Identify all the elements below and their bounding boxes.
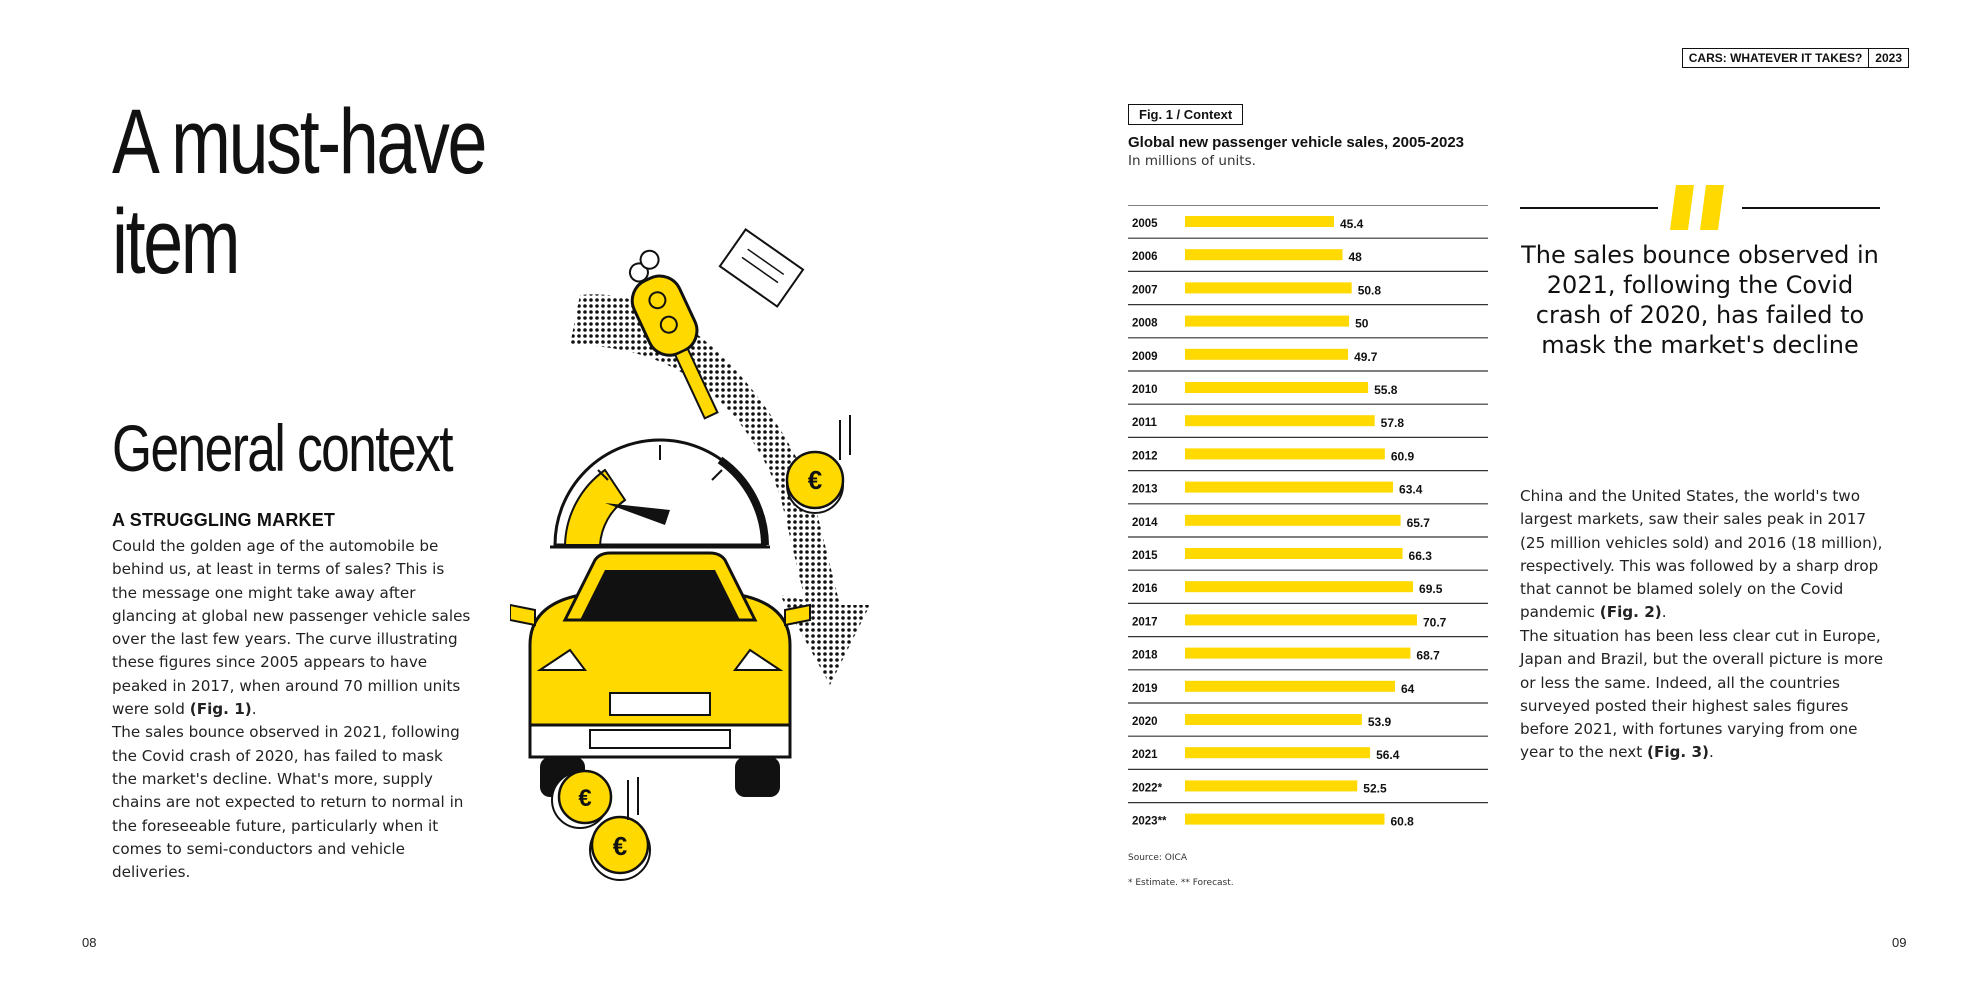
category-label: 2018	[1132, 649, 1158, 662]
section-title: General context	[112, 411, 453, 485]
page-number-right: 09	[1892, 935, 1907, 950]
fig3-ref: (Fig. 3)	[1647, 743, 1709, 762]
bar-value-label: 65.7	[1406, 515, 1430, 530]
right-para-1	[1520, 485, 1885, 625]
bar-value-label: 55.8	[1374, 383, 1398, 397]
series-year: 2023	[1868, 49, 1908, 67]
bar	[1185, 448, 1385, 459]
bar-value-label: 50.8	[1357, 283, 1382, 298]
bar	[1185, 415, 1375, 426]
bar	[1185, 216, 1334, 227]
svg-text:€: €	[807, 465, 823, 495]
chart-source: Source: OICA	[1128, 853, 1187, 863]
bar	[1185, 349, 1348, 360]
svg-text:€: €	[612, 831, 628, 861]
page-number-left: 08	[82, 935, 97, 950]
bar	[1185, 648, 1410, 659]
series-title: CARS: WHATEVER IT TAKES?	[1688, 51, 1863, 65]
bar	[1185, 316, 1349, 327]
bar	[1185, 548, 1403, 559]
left-para-2: The sales bounce observed in 2021, following the Covid crash of 2020, has failed to mask the market's decline. What's more, supply chains are not expected to return to normal in the foreseeable future, particularly when it comes to semi-conductors and vehicle deliveries.	[112, 723, 464, 882]
bar	[1185, 515, 1401, 526]
speedometer-icon	[550, 440, 770, 547]
euro-coin-icon	[787, 415, 850, 513]
quote-mark-icon	[1670, 185, 1730, 235]
left-body	[112, 535, 472, 884]
euro-coin-icon	[552, 771, 611, 828]
pull-quote: The sales bounce observed in 2021, following the Covid crash of 2020, has failed to mask the market's decline	[1521, 241, 1879, 359]
right-para-2-text: The situation has been less clear cut in Europe, Japan and Brazil, but the overall picture is more or less the same. Indeed, all the countries surveyed posted their highest sales figures before 2021, with fortunes varying from one year to the next	[1520, 627, 1884, 762]
category-label: 2017	[1132, 616, 1158, 629]
category-label: 2021	[1132, 749, 1158, 762]
category-label: 2016	[1132, 583, 1158, 596]
category-label: 2009	[1132, 350, 1158, 363]
category-label: 2010	[1132, 384, 1158, 396]
bar-value-label: 52.5	[1363, 781, 1387, 796]
bar-value-label: 63.4	[1399, 482, 1423, 497]
category-label: 2020	[1132, 716, 1158, 728]
header-box	[1682, 48, 1909, 68]
category-label: 2012	[1132, 450, 1158, 463]
bar	[1185, 814, 1385, 825]
category-label: 2006	[1132, 251, 1158, 264]
quote-rule-right	[1742, 207, 1880, 209]
subhead: A STRUGGLING MARKET	[112, 510, 336, 530]
bar-value-label: 64	[1401, 681, 1415, 696]
right-para-2	[1520, 625, 1885, 765]
figure-label: Fig. 1 / Context	[1128, 104, 1243, 125]
bar	[1185, 614, 1417, 625]
category-label: 2007	[1132, 284, 1158, 297]
fig1-ref: (Fig. 1)	[189, 700, 252, 719]
bar	[1185, 747, 1370, 758]
page-title	[112, 92, 485, 292]
quote-rule-left	[1520, 207, 1658, 209]
chart-title: Global new passenger vehicle sales, 2005-2023	[1128, 134, 1465, 151]
bar-value-label: 56.4	[1376, 748, 1400, 763]
bar-value-label: 70.7	[1422, 615, 1447, 630]
right-para-2-end: .	[1708, 743, 1714, 762]
bar-value-label: 60.8	[1390, 814, 1414, 829]
bar	[1185, 249, 1343, 260]
left-para-1-text: Could the golden age of the automobile be behind us, at least in terms of sales? This is the message one might take away after glancing at global new passenger vehicle sales over the last few years. The curve illustrating these figures since 2005 appears to have peaked in 2017, when around 70 million units were sold	[112, 537, 471, 719]
category-label: 2008	[1132, 317, 1158, 330]
left-para-1	[112, 535, 472, 721]
svg-text:€: €	[578, 785, 592, 812]
chart-footnote: * Estimate. ** Forecast.	[1128, 878, 1234, 888]
fig2-ref: (Fig. 2)	[1599, 603, 1662, 622]
bar-value-label: 50	[1355, 316, 1369, 331]
category-label: 2014	[1132, 516, 1158, 529]
chart-subtitle: In millions of units.	[1128, 153, 1256, 169]
bar-chart	[1128, 205, 1490, 835]
right-para-1-text: China and the United States, the world's two largest markets, saw their sales peak in 2017 (25 million vehicles sold) and 2016 (18 million), respectively. This was followed by a sharp drop that cannot be blamed solely on the Covid pandemic	[1520, 487, 1883, 622]
bar-value-label: 66.3	[1408, 549, 1432, 563]
bar	[1185, 382, 1368, 393]
bar	[1185, 581, 1413, 592]
bar-value-label: 53.9	[1367, 715, 1392, 729]
category-label: 2022*	[1132, 782, 1163, 795]
car-icon	[510, 553, 810, 797]
bar	[1185, 714, 1362, 725]
category-label: 2019	[1132, 682, 1158, 695]
key-tag-icon	[720, 229, 803, 306]
bar-value-label: 49.7	[1354, 349, 1378, 364]
bar-value-label: 45.4	[1339, 217, 1364, 231]
bar-value-label: 69.5	[1419, 582, 1443, 597]
category-label: 2011	[1132, 417, 1157, 430]
category-label: 2023**	[1132, 815, 1167, 828]
bar-value-label: 68.7	[1416, 648, 1440, 663]
bar-value-label: 48	[1348, 250, 1362, 265]
category-label: 2005	[1132, 218, 1158, 230]
bar	[1185, 681, 1395, 692]
left-para-1-end: .	[251, 700, 257, 719]
bar-value-label: 60.9	[1390, 449, 1415, 464]
car-illustration	[510, 225, 890, 895]
bar	[1185, 780, 1357, 791]
title-line-2: item	[112, 191, 239, 293]
bar	[1185, 482, 1393, 493]
title-line-1: A must-have	[112, 91, 486, 193]
right-para-1-end: .	[1661, 603, 1667, 622]
category-label: 2015	[1132, 550, 1158, 562]
bar-value-label: 57.8	[1380, 416, 1405, 431]
bar	[1185, 282, 1352, 293]
category-label: 2013	[1132, 483, 1158, 496]
